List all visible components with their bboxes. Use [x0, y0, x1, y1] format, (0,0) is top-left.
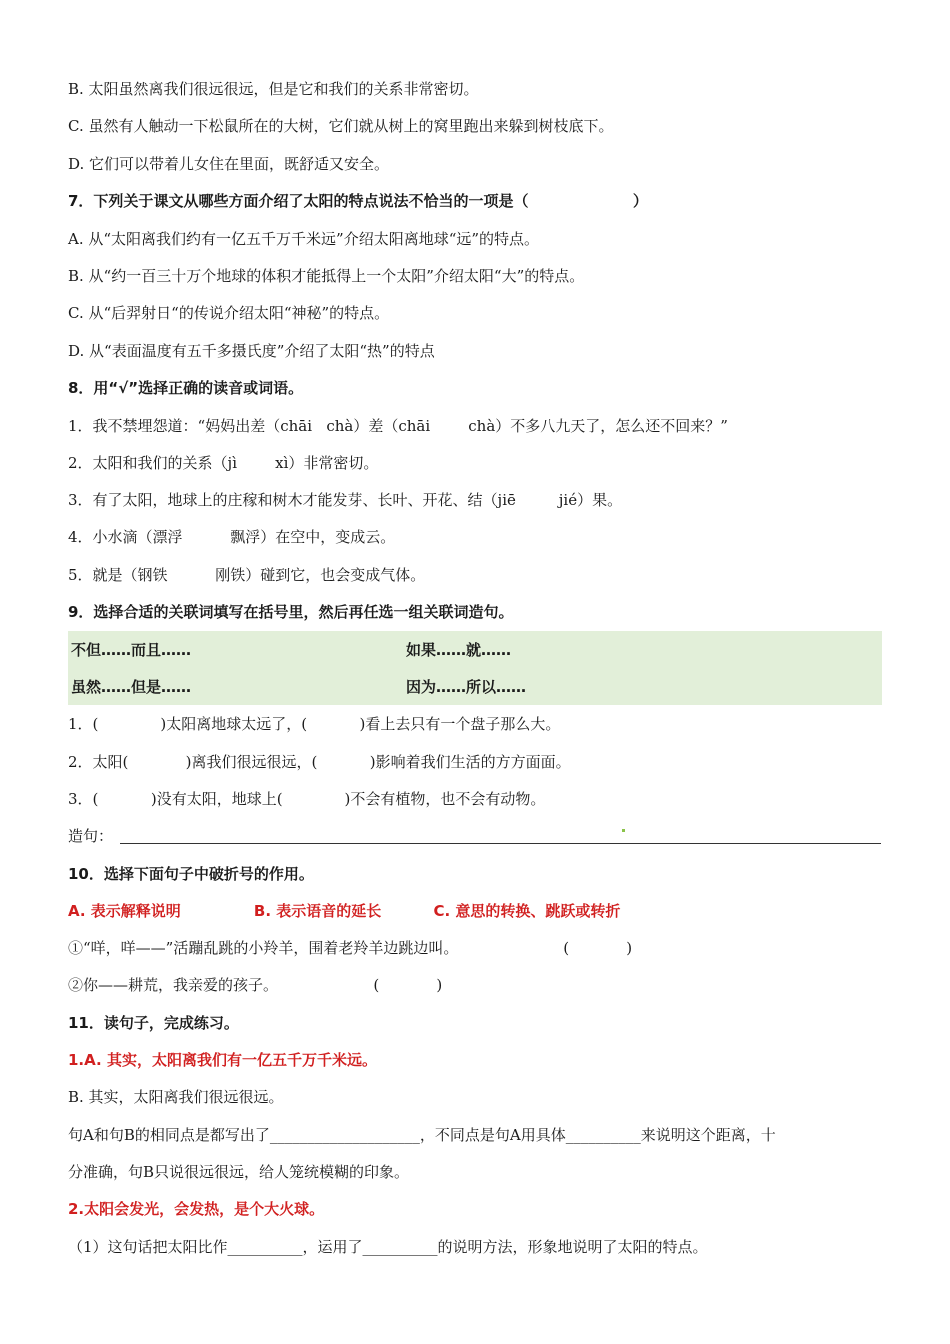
q7-option-c: C. 从“后羿射日“的传说介绍太阳“神秘”的特点。	[68, 304, 390, 322]
conjunction-table	[68, 631, 882, 705]
q11-fill-blank-1: 句A和句B的相同点是都写出了____________________，不同点是句A用具体__________来说明这个距离，十	[68, 1126, 776, 1144]
q7-option-d: D. 从“表面温度有五千多摄氏度”介绍了太阳“热”的特点	[68, 342, 435, 360]
q9-item: 1．( )太阳离地球太远了，( )看上去只有一个盘子那么大。	[68, 715, 561, 733]
q10-item: ①“咩，咩——”活蹦乱跳的小羚羊，围着老羚羊边跳边叫。 ( )	[68, 939, 633, 957]
q6-option-c: C. 虽然有人触动一下松鼠所在的大树，它们就从树上的窝里跑出来躲到树枝底下。	[68, 117, 614, 135]
q8-item: 1．我不禁埋怨道：“妈妈出差（chāi chà）差（chāi chà）不多八九天了，怎么还不回来？”	[68, 417, 728, 435]
q8-item: 4．小水滴（漂浮 飘浮）在空中，变成云。	[68, 528, 396, 546]
conjunction-word: 虽然……但是……	[71, 678, 192, 696]
q11-fill-blank-2: （1）这句话把太阳比作__________，运用了__________的说明方法，形象地说明了太阳的特点。	[68, 1238, 708, 1256]
q11-title: 11．读句子，完成练习。	[68, 1014, 239, 1032]
q8-item: 5．就是（钢铁 刚铁）碰到它，也会变成气体。	[68, 566, 426, 584]
q9-title: 9．选择合适的关联词填写在括号里，然后再任选一组关联词造句。	[68, 603, 514, 621]
q9-item: 2．太阳( )离我们很远很远，( )影响着我们生活的方方面面。	[68, 753, 571, 771]
q6-option-d: D. 它们可以带着儿女住在里面，既舒适又安全。	[68, 155, 390, 173]
q7-title: 7．下列关于课文从哪些方面介绍了太阳的特点说法不恰当的一项是（ ）	[68, 192, 648, 210]
q7-option-b: B. 从“约一百三十万个地球的体积才能抵得上一个太阳”介绍太阳“大”的特点。	[68, 267, 585, 285]
conjunction-word: 因为……所以……	[406, 678, 527, 696]
sentence-answer-line[interactable]	[120, 843, 881, 844]
q8-title: 8．用“√”选择正确的读音或词语。	[68, 379, 304, 397]
q10-options: A. 表示解释说明 B. 表示语音的延长 C. 意思的转换、跳跃或转折	[68, 902, 621, 920]
q10-title: 10．选择下面句子中破折号的作用。	[68, 865, 314, 883]
q11-sentence-1b: B. 其实，太阳离我们很远很远。	[68, 1088, 284, 1106]
q9-item: 3．( )没有太阳，地球上( )不会有植物，也不会有动物。	[68, 790, 546, 808]
q6-option-b: B. 太阳虽然离我们很远很远，但是它和我们的关系非常密切。	[68, 80, 479, 98]
q8-item: 2．太阳和我们的关系（jì xì）非常密切。	[68, 454, 379, 472]
sentence-label: 造句：	[68, 827, 114, 845]
conjunction-word: 如果……就……	[406, 641, 512, 659]
conjunction-word: 不但……而且……	[71, 641, 192, 659]
q8-item: 3．有了太阳，地球上的庄稼和树木才能发芽、长叶、开花、结（jiē jié）果。	[68, 491, 623, 509]
q10-item: ②你——耕荒，我亲爱的孩子。 ( )	[68, 976, 443, 994]
q11-sentence-1a: 1.A. 其实，太阳离我们有一亿五千万千米远。	[68, 1051, 377, 1069]
q11-sentence-2: 2.太阳会发光，会发热，是个大火球。	[68, 1200, 325, 1218]
q11-fill-blank-1-cont: 分准确，句B只说很远很远，给人笼统模糊的印象。	[68, 1163, 410, 1181]
q7-option-a: A. 从“太阳离我们约有一亿五千万千米远”介绍太阳离地球“远”的特点。	[68, 230, 540, 248]
stray-mark	[622, 829, 625, 832]
